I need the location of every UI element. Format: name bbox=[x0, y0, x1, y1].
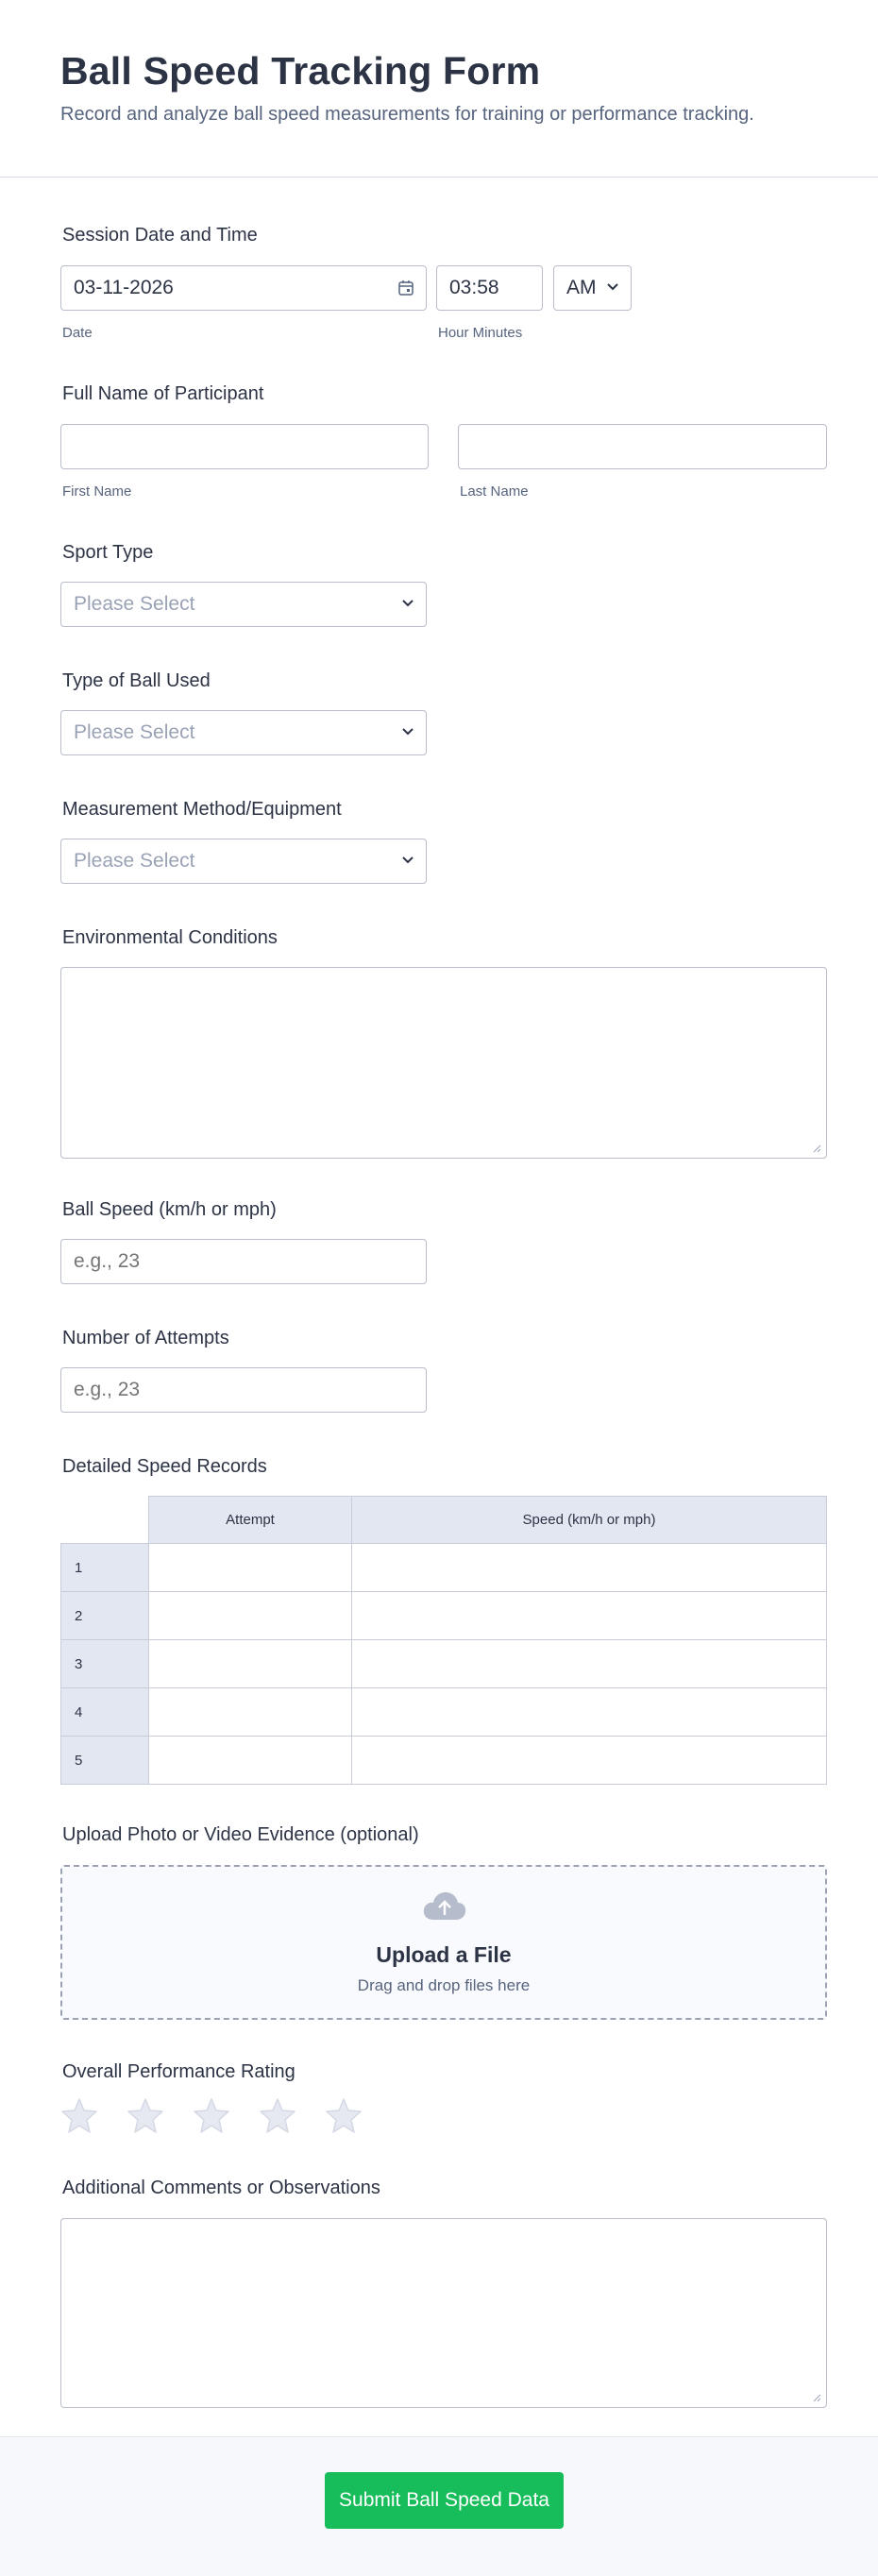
speed-cell[interactable] bbox=[352, 1688, 827, 1737]
column-header-speed: Speed (km/h or mph) bbox=[352, 1497, 827, 1544]
method-select[interactable] bbox=[60, 839, 427, 884]
rating-label: Overall Performance Rating bbox=[62, 2061, 295, 2082]
comments-textarea[interactable] bbox=[60, 2218, 827, 2408]
row-header: 2 bbox=[61, 1592, 149, 1640]
ampm-value: AM bbox=[566, 277, 597, 298]
environment-textarea[interactable] bbox=[60, 967, 827, 1159]
time-input[interactable]: 03:58 bbox=[436, 265, 543, 311]
chevron-down-icon bbox=[401, 856, 414, 865]
form-subtitle: Record and analyze ball speed measurements for training or performance tracking. bbox=[60, 104, 754, 125]
chevron-down-icon bbox=[401, 599, 414, 608]
method-label: Measurement Method/Equipment bbox=[62, 799, 342, 820]
date-input[interactable] bbox=[60, 265, 427, 311]
chevron-down-icon bbox=[401, 727, 414, 737]
attempt-cell[interactable] bbox=[149, 1544, 352, 1592]
form-header bbox=[0, 0, 878, 178]
first-name-input[interactable] bbox=[60, 424, 429, 469]
upload-subtitle: Drag and drop files here bbox=[357, 1976, 531, 1994]
participant-label: Full Name of Participant bbox=[62, 383, 264, 404]
submit-button[interactable]: Submit Ball Speed Data bbox=[325, 2472, 564, 2529]
records-label: Detailed Speed Records bbox=[62, 1456, 267, 1477]
row-header: 4 bbox=[61, 1688, 149, 1737]
table-row bbox=[61, 1737, 827, 1785]
sport-type-label: Sport Type bbox=[62, 542, 154, 563]
ball-type-label: Type of Ball Used bbox=[62, 670, 211, 691]
row-header: 1 bbox=[61, 1544, 149, 1592]
table-row bbox=[61, 1544, 827, 1592]
star-icon[interactable] bbox=[60, 2096, 98, 2134]
ball-type-value: Please Select bbox=[74, 721, 195, 743]
star-icon[interactable] bbox=[193, 2096, 230, 2134]
table-row bbox=[61, 1688, 827, 1737]
chevron-down-icon bbox=[606, 282, 619, 292]
attempt-cell[interactable] bbox=[149, 1640, 352, 1688]
table-corner bbox=[61, 1497, 149, 1544]
speed-cell[interactable] bbox=[352, 1544, 827, 1592]
sport-type-select[interactable] bbox=[60, 582, 427, 627]
star-rating bbox=[60, 2096, 363, 2134]
ampm-select[interactable] bbox=[553, 265, 632, 311]
date-sublabel: Date bbox=[62, 325, 93, 341]
attempt-cell[interactable] bbox=[149, 1688, 352, 1737]
method-value: Please Select bbox=[74, 850, 195, 872]
resize-handle-icon[interactable] bbox=[812, 2393, 821, 2402]
first-name-sublabel: First Name bbox=[62, 483, 132, 500]
ball-type-select[interactable] bbox=[60, 710, 427, 755]
speed-cell[interactable] bbox=[352, 1737, 827, 1785]
last-name-input[interactable] bbox=[458, 424, 827, 469]
table-row bbox=[61, 1592, 827, 1640]
attempts-label: Number of Attempts bbox=[62, 1328, 229, 1348]
star-icon[interactable] bbox=[127, 2096, 164, 2134]
attempt-cell[interactable] bbox=[149, 1737, 352, 1785]
attempts-input[interactable] bbox=[60, 1367, 427, 1413]
speed-records-table bbox=[60, 1496, 827, 1785]
star-icon[interactable] bbox=[325, 2096, 363, 2134]
ball-speed-input[interactable] bbox=[60, 1239, 427, 1284]
upload-label: Upload Photo or Video Evidence (optional) bbox=[62, 1824, 419, 1845]
calendar-icon[interactable] bbox=[397, 280, 414, 297]
resize-handle-icon[interactable] bbox=[812, 1144, 821, 1153]
table-row bbox=[61, 1640, 827, 1688]
comments-label: Additional Comments or Observations bbox=[62, 2178, 380, 2198]
ball-speed-label: Ball Speed (km/h or mph) bbox=[62, 1199, 277, 1220]
time-sublabel: Hour Minutes bbox=[438, 325, 523, 341]
star-icon[interactable] bbox=[259, 2096, 296, 2134]
speed-cell[interactable] bbox=[352, 1640, 827, 1688]
attempt-cell[interactable] bbox=[149, 1592, 352, 1640]
row-header: 5 bbox=[61, 1737, 149, 1785]
date-value: 03-11-2026 bbox=[74, 277, 174, 298]
session-label: Session Date and Time bbox=[62, 225, 258, 246]
sport-type-value: Please Select bbox=[74, 593, 195, 615]
speed-cell[interactable] bbox=[352, 1592, 827, 1640]
form-title: Ball Speed Tracking Form bbox=[60, 49, 541, 93]
cloud-upload-icon bbox=[421, 1890, 468, 1924]
row-header: 3 bbox=[61, 1640, 149, 1688]
last-name-sublabel: Last Name bbox=[460, 483, 529, 500]
environment-label: Environmental Conditions bbox=[62, 927, 278, 948]
upload-title: Upload a File bbox=[376, 1942, 512, 1967]
column-header-attempt: Attempt bbox=[149, 1497, 352, 1544]
file-upload-dropzone[interactable] bbox=[60, 1865, 827, 2020]
